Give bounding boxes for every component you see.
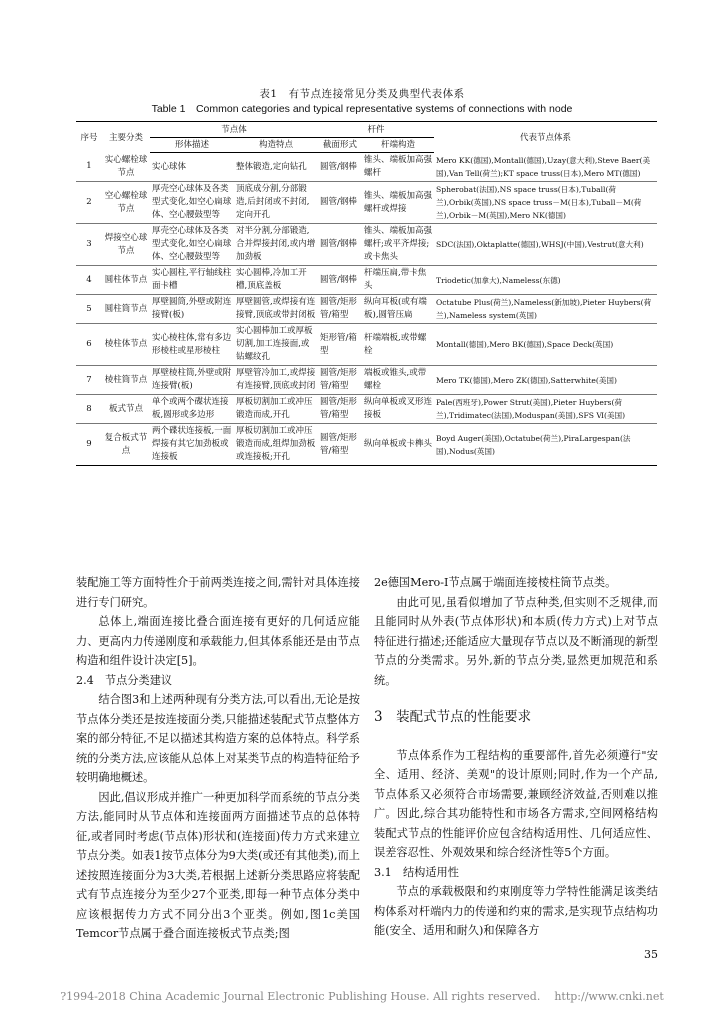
section-heading-3: 3 装配式节点的性能要求 bbox=[374, 709, 532, 725]
cell-construction: 整体锻造,定向钻孔 bbox=[234, 153, 318, 182]
cell-no: 5 bbox=[76, 295, 102, 324]
cell-category: 空心螺栓球节点 bbox=[102, 182, 150, 224]
cell-no: 9 bbox=[76, 424, 102, 466]
table-row bbox=[76, 224, 657, 266]
table-row bbox=[76, 366, 657, 395]
cell-no: 4 bbox=[76, 266, 102, 295]
paragraph: 节点的承载极限和约束刚度等力学特性能满足该类结构体系对杆端内力的传递和约束的需求,是实现节点结构功能(安全、适用和耐久)和保障各方 bbox=[374, 885, 658, 937]
cell-construction: 厚壁圆管,或焊接有连接臂,顶底或带封闭板 bbox=[234, 295, 318, 324]
cell-category: 棱柱体节点 bbox=[102, 324, 150, 366]
cell-representative: Mero TK(德国),Mero ZK(德国),Satterwhite(美国) bbox=[434, 366, 657, 395]
header-representative: 代表节点体系 bbox=[434, 122, 657, 153]
header-end-construction: 杆端构造 bbox=[362, 138, 434, 153]
cell-representative: Montall(德国),Mero BK(德国),Space Deck(英国) bbox=[434, 324, 657, 366]
node-categories-table bbox=[76, 121, 657, 466]
paragraph: 由此可见,虽看似增加了节点种类,但实则不乏规律,而且能同时从外表(节点体形状)和本质(传力方式)上对节点特征进行描述;还能适应大量现存节点以及不断涌现的新型节点的分类需求。另外,新的节点分类,显然更加规范和系统。 bbox=[374, 595, 658, 687]
cell-no: 2 bbox=[76, 182, 102, 224]
paragraph: 总体上,端面连接比叠合面连接有更好的几何适应能力、更高内力传递刚度和承载能力,但其体系能还是由节点构造和组件设计决定[5]。 bbox=[76, 615, 360, 667]
paragraph: 2e德国Mero-I节点属于端面连接棱柱筒节点类。 bbox=[374, 576, 617, 589]
cell-shape: 厚壳空心球体及各类型式变化,如空心扁球体、空心腰鼓型等 bbox=[150, 224, 234, 266]
cell-construction: 厚板切割加工或冲压锻造而成,开孔 bbox=[234, 395, 318, 424]
cell-shape: 实心棱柱体,常有多边形棱柱或星形棱柱 bbox=[150, 324, 234, 366]
table-row bbox=[76, 182, 657, 224]
cell-construction: 对半分割,分部锻造,合并焊接封闭,或内增加劲板 bbox=[234, 224, 318, 266]
cell-category: 圆柱体节点 bbox=[102, 266, 150, 295]
cell-member-end: 端板或锥头,或带螺栓 bbox=[362, 366, 434, 395]
cell-member-end: 杆端压扁,带卡焦头 bbox=[362, 266, 434, 295]
header-section-form: 截面形式 bbox=[318, 138, 362, 153]
cell-no: 7 bbox=[76, 366, 102, 395]
cell-member-end: 纵向耳板(或有端板),圆管压扁 bbox=[362, 295, 434, 324]
cell-member-end: 纵向单板或叉形连接板 bbox=[362, 395, 434, 424]
cell-representative: Octatube Plus(荷兰),Nameless(新加坡),Pieter Huybers(荷兰),Nameless system(英国) bbox=[434, 295, 657, 324]
cell-member-end: 纵向单板或卡榫头 bbox=[362, 424, 434, 466]
cell-member-end: 锥头、端板加高强螺杆;或平齐焊接;或卡焦头 bbox=[362, 224, 434, 266]
cell-representative: Boyd Auger(美国),Octatube(荷兰),PiraLargespan(法国),Nodus(英国) bbox=[434, 424, 657, 466]
cell-construction: 顶底成分割,分部锻造,后封闭或不封闭,定向开孔 bbox=[234, 182, 318, 224]
cell-section: 圆管/矩形管/箱型 bbox=[318, 295, 362, 324]
cell-no: 6 bbox=[76, 324, 102, 366]
paragraph: 因此,倡议形成并推广一种更加科学而系统的节点分类方法,能同时从节点体和连接面两方面描述节点的总体特征,或者同时考虑(节点体)形状和(连接面)传力方式来建立节点分类。如表1按节点体分为9大类(或还有其他类),而上述按照连接面分为3大类,若根据上述新分类思路应将装配式有节点连接分为至少27个亚类,即每一种节点体分类中应该根据传力方式不同分出3个亚类。例如,图1c美国Temcor节点属于叠合面连接板式节点类;图 bbox=[76, 790, 360, 940]
page-number: 35 bbox=[644, 948, 658, 961]
header-construction: 构造特点 bbox=[234, 138, 318, 153]
cell-representative: Mero KK(德国),Montall(德国),Uzay(意大利),Steve Baer(美国),Van Tell(荷兰);KT space truss(日本),Mero MT(德国) bbox=[434, 153, 657, 182]
cell-no: 3 bbox=[76, 224, 102, 266]
cell-shape: 厚壳空心球体及各类型式变化,如空心扁球体、空心腰鼓型等 bbox=[150, 182, 234, 224]
cell-shape: 实心圆柱,平行轴线柱面卡槽 bbox=[150, 266, 234, 295]
table-row bbox=[76, 295, 657, 324]
header-node-body: 节点体 bbox=[150, 122, 318, 138]
cell-member-end: 杆端端板,或带螺栓 bbox=[362, 324, 434, 366]
cell-no: 8 bbox=[76, 395, 102, 424]
cell-category: 棱柱筒节点 bbox=[102, 366, 150, 395]
subsection-heading-2-4: 2.4 节点分类建议 bbox=[76, 673, 173, 687]
cell-no: 1 bbox=[76, 153, 102, 182]
right-column bbox=[374, 573, 658, 941]
paragraph: 节点体系作为工程结构的重要部件,首先必须遵行"安全、适用、经济、美观"的设计原则;同时,作为一个产品,节点体系又必须符合市场需要,兼顾经济效益,否则难以推广。因此,综合其功能特性和市场各方需求,空间网格结构装配式节点的性能评价应包含结构适用性、几何适应性、误差容忍性、外观效果和综合经济性等5个方面。 bbox=[374, 748, 658, 859]
paragraph: 装配施工等方面特性介于前两类连接之间,需针对具体连接进行专门研究。 bbox=[76, 576, 360, 609]
table-row bbox=[76, 266, 657, 295]
cell-section: 圆管/钢棒 bbox=[318, 153, 362, 182]
header-main-category: 主要分类 bbox=[102, 122, 150, 153]
cell-construction: 厚板切割加工或冲压锻造而成,组焊加劲板或连接板;开孔 bbox=[234, 424, 318, 466]
cell-member-end: 锥头、端板加高强螺杆 bbox=[362, 153, 434, 182]
copyright-footer: ?1994-2018 China Academic Journal Electronic Publishing House. All rights reserved. http://www.cnki.net bbox=[60, 990, 664, 1003]
header-serial: 序号 bbox=[76, 122, 102, 153]
table-row bbox=[76, 395, 657, 424]
cell-section: 圆管/矩形管/箱型 bbox=[318, 424, 362, 466]
cell-section: 圆管/矩形管/箱型 bbox=[318, 366, 362, 395]
cell-construction: 实心圆棒,冷加工开槽,顶底盖板 bbox=[234, 266, 318, 295]
left-column bbox=[76, 573, 360, 944]
cell-shape: 实心球体 bbox=[150, 153, 234, 182]
cell-shape: 单个或两个碟状连接板,圆形或多边形 bbox=[150, 395, 234, 424]
cell-category: 板式节点 bbox=[102, 395, 150, 424]
subsection-heading-3-1: 3.1 结构适用性 bbox=[374, 865, 459, 879]
cell-category: 实心螺栓球节点 bbox=[102, 153, 150, 182]
cell-member-end: 锥头、端板加高强螺杆或焊接 bbox=[362, 182, 434, 224]
table-caption-en: Table 1 Common categories and typical representative systems of connections with node bbox=[151, 103, 573, 115]
cell-section: 圆管/钢棒 bbox=[318, 266, 362, 295]
cell-section: 圆管/钢棒 bbox=[318, 182, 362, 224]
header-shape-desc: 形体描述 bbox=[150, 138, 234, 153]
table-caption-cn: 表1 有节点连接常见分类及典型代表体系 bbox=[259, 88, 465, 100]
cell-construction: 厚壁管冷加工,或焊接有连接臂,顶底或封闭 bbox=[234, 366, 318, 395]
cell-category: 圆柱筒节点 bbox=[102, 295, 150, 324]
cell-section: 圆管/钢棒 bbox=[318, 224, 362, 266]
cell-shape: 厚壁圆筒,外壁或附连接臂(板) bbox=[150, 295, 234, 324]
cell-category: 焊接空心球节点 bbox=[102, 224, 150, 266]
table-row bbox=[76, 153, 657, 182]
cell-representative: Spherobat(法国),NS space truss(日本),Tuball(荷兰),Orbik(英国),NS space truss－M(日本),Tuball－M(荷兰),Orbik－M(英国),Mero NK(德国) bbox=[434, 182, 657, 224]
cell-section: 圆管/矩形管/箱型 bbox=[318, 395, 362, 424]
cell-section: 矩形管/箱型 bbox=[318, 324, 362, 366]
paragraph: 结合图3和上述两种现有分类方法,可以看出,无论是按节点体分类还是按连接面分类,只能描述装配式节点整体方案的部分特征,不足以描述其构造方案的总体特点。科学系统的分类方法,应该能从总体上对某类节点的构造特征给予较明确地概述。 bbox=[76, 693, 360, 784]
table-row bbox=[76, 324, 657, 366]
cell-category: 复合板式节点 bbox=[102, 424, 150, 466]
cell-shape: 厚壁棱柱筒,外壁或附连接臂(板) bbox=[150, 366, 234, 395]
cell-shape: 两个碟状连接板,一面焊接有其它加劲板或连接板 bbox=[150, 424, 234, 466]
header-member: 杆件 bbox=[318, 122, 434, 138]
cell-representative: Pale(西班牙),Power Strut(美国),Pieter Huybers(荷兰),Tridimatec(法国),Moduspan(美国),SFS Ⅵ(美国) bbox=[434, 395, 657, 424]
cell-construction: 实心圆棒加工或厚板切割,加工连接面,或钻螺纹孔 bbox=[234, 324, 318, 366]
cell-representative: SDC(法国),Oktaplatte(德国),WHSJ(中国),Vestrut(意大利) bbox=[434, 224, 657, 266]
cell-representative: Triodetic(加拿大),Nameless(东德) bbox=[434, 266, 657, 295]
table-row bbox=[76, 424, 657, 466]
